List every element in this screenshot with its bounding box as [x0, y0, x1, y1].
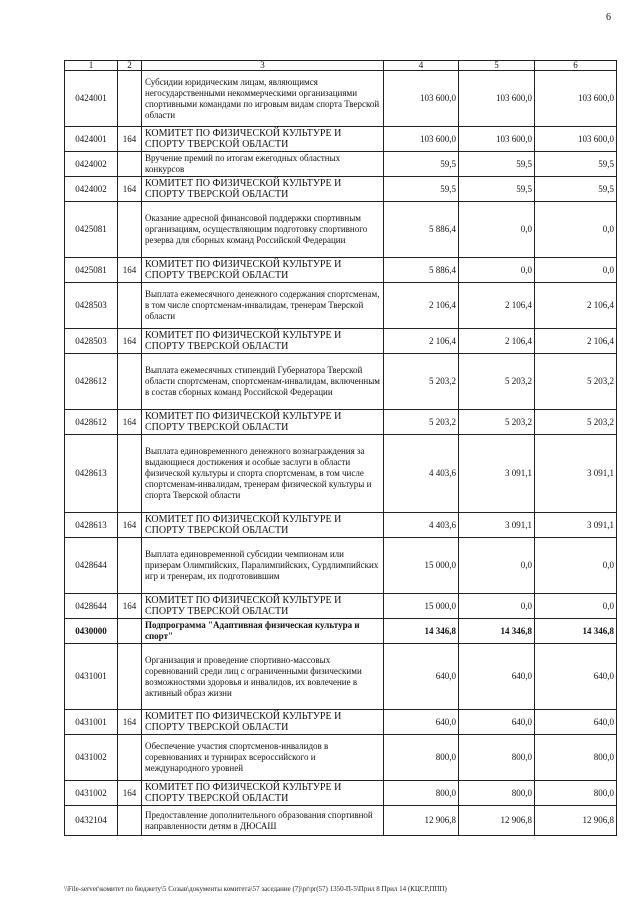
- department-code-cell: 164: [118, 594, 142, 619]
- amount-col-4-cell: 59,5: [384, 152, 459, 177]
- table-row: [65, 71, 617, 127]
- expense-name-cell: Организация и проведение спортивно-массовых соревнований среди лиц с ограниченными физическими возможностями здоровья и инвалидов, их вовлечение в активный образ жизни: [142, 644, 384, 710]
- amount-col-4-cell: 103 600,0: [384, 71, 459, 127]
- code-cell: 0431001: [65, 710, 118, 735]
- table-row: [65, 781, 617, 806]
- department-code-cell: 164: [118, 710, 142, 735]
- amount-col-6-cell: 12 906,8: [535, 806, 617, 836]
- table-row: [65, 329, 617, 354]
- amount-col-6-cell: 0,0: [535, 202, 617, 258]
- department-code-cell: [118, 152, 142, 177]
- header-col-4: 4: [384, 61, 459, 71]
- department-code-cell: 164: [118, 177, 142, 202]
- department-code-cell: 164: [118, 410, 142, 435]
- amount-col-4-cell: 5 886,4: [384, 258, 459, 283]
- amount-col-4-cell: 15 000,0: [384, 594, 459, 619]
- amount-col-6-cell: 800,0: [535, 781, 617, 806]
- table-row: [65, 177, 617, 202]
- header-col-1: 1: [65, 61, 118, 71]
- code-cell: 0425081: [65, 202, 118, 258]
- table-row: [65, 735, 617, 781]
- amount-col-6-cell: 2 106,4: [535, 329, 617, 354]
- organization-name-cell: КОМИТЕТ ПО ФИЗИЧЕСКОЙ КУЛЬТУРЕ И СПОРТУ ТВЕРСКОЙ ОБЛАСТИ: [142, 513, 384, 538]
- table-row: [65, 127, 617, 152]
- table-row: [65, 538, 617, 594]
- amount-col-4-cell: 2 106,4: [384, 329, 459, 354]
- table-body: [65, 71, 617, 836]
- amount-col-4-cell: 5 886,4: [384, 202, 459, 258]
- header-col-5: 5: [459, 61, 535, 71]
- expense-name-cell: Оказание адресной финансовой поддержки спортивным организациям, осуществляющим подготовку спортивного резерва для сборных команд Российской Федерации: [142, 202, 384, 258]
- amount-col-6-cell: 0,0: [535, 258, 617, 283]
- table-header-row: [65, 61, 617, 71]
- department-code-cell: [118, 71, 142, 127]
- table-row: [65, 806, 617, 836]
- department-code-cell: 164: [118, 127, 142, 152]
- amount-col-5-cell: 2 106,4: [459, 329, 535, 354]
- subprogram-name-cell: Подпрограмма "Адаптивная физическая культура и спорт": [142, 619, 384, 644]
- amount-col-6-cell: 0,0: [535, 594, 617, 619]
- header-col-2: 2: [118, 61, 142, 71]
- department-code-cell: 164: [118, 258, 142, 283]
- code-cell: 0424002: [65, 152, 118, 177]
- table-row: [65, 594, 617, 619]
- amount-col-4-cell: 800,0: [384, 735, 459, 781]
- organization-name-cell: КОМИТЕТ ПО ФИЗИЧЕСКОЙ КУЛЬТУРЕ И СПОРТУ ТВЕРСКОЙ ОБЛАСТИ: [142, 127, 384, 152]
- amount-col-4-cell: 59,5: [384, 177, 459, 202]
- organization-name-cell: КОМИТЕТ ПО ФИЗИЧЕСКОЙ КУЛЬТУРЕ И СПОРТУ ТВЕРСКОЙ ОБЛАСТИ: [142, 410, 384, 435]
- department-code-cell: [118, 354, 142, 410]
- amount-col-5-cell: 0,0: [459, 258, 535, 283]
- expense-name-cell: Выплата единовременного денежного вознаграждения за выдающиеся достижения и особые заслуги в области физической культуры и спорта спортсменам, в том числе спортсменам-инвалидам, тренерам физической культуры и спорта Тверской области: [142, 435, 384, 513]
- header-col-3: 3: [142, 61, 384, 71]
- amount-col-5-cell: 800,0: [459, 735, 535, 781]
- department-code-cell: [118, 644, 142, 710]
- amount-col-5-cell: 103 600,0: [459, 71, 535, 127]
- amount-col-4-cell: 640,0: [384, 644, 459, 710]
- code-cell: 0428612: [65, 354, 118, 410]
- expense-name-cell: Выплата единовременной субсидии чемпионам или призерам Олимпийских, Паралимпийских, Сурдлимпийских игр и тренерам, их подготовившим: [142, 538, 384, 594]
- amount-col-4-cell: 4 403,6: [384, 435, 459, 513]
- amount-col-4-cell: 4 403,6: [384, 513, 459, 538]
- department-code-cell: [118, 538, 142, 594]
- amount-col-5-cell: 0,0: [459, 594, 535, 619]
- department-code-cell: [118, 283, 142, 329]
- amount-col-6-cell: 59,5: [535, 152, 617, 177]
- amount-col-5-cell: 0,0: [459, 538, 535, 594]
- organization-name-cell: КОМИТЕТ ПО ФИЗИЧЕСКОЙ КУЛЬТУРЕ И СПОРТУ ТВЕРСКОЙ ОБЛАСТИ: [142, 781, 384, 806]
- table-row: [65, 619, 617, 644]
- code-cell: 0428644: [65, 594, 118, 619]
- amount-col-5-cell: 59,5: [459, 152, 535, 177]
- amount-col-6-cell: 640,0: [535, 710, 617, 735]
- amount-col-4-cell: 800,0: [384, 781, 459, 806]
- amount-col-4-cell: 5 203,2: [384, 410, 459, 435]
- amount-col-5-cell: 12 906,8: [459, 806, 535, 836]
- expense-name-cell: Предоставление дополнительного образования спортивной направленности детям в ДЮСАШ: [142, 806, 384, 836]
- table-row: [65, 435, 617, 513]
- amount-col-5-cell: 800,0: [459, 781, 535, 806]
- table-row: [65, 644, 617, 710]
- amount-col-6-cell: 2 106,4: [535, 283, 617, 329]
- amount-col-4-cell: 640,0: [384, 710, 459, 735]
- code-cell: 0428613: [65, 513, 118, 538]
- amount-col-5-cell: 5 203,2: [459, 354, 535, 410]
- code-cell: 0431001: [65, 644, 118, 710]
- department-code-cell: [118, 435, 142, 513]
- expense-name-cell: Выплата ежемесячного денежного содержания спортсменам, в том числе спортсменам-инвалидам, тренерам Тверской области: [142, 283, 384, 329]
- department-code-cell: 164: [118, 329, 142, 354]
- department-code-cell: [118, 806, 142, 836]
- expense-name-cell: Выплата ежемесячных стипендий Губернатора Тверской области спортсменам, спортсменам-инвалидам, включенным в состав сборных команд Российской Федерации: [142, 354, 384, 410]
- amount-col-5-cell: 640,0: [459, 710, 535, 735]
- amount-col-5-cell: 3 091,1: [459, 513, 535, 538]
- amount-col-4-cell: 5 203,2: [384, 354, 459, 410]
- table-row: [65, 513, 617, 538]
- code-cell: 0424002: [65, 177, 118, 202]
- table-row: [65, 258, 617, 283]
- table-row: [65, 354, 617, 410]
- amount-col-5-cell: 2 106,4: [459, 283, 535, 329]
- amount-col-5-cell: 5 203,2: [459, 410, 535, 435]
- budget-table-container: [64, 60, 616, 836]
- budget-table: [64, 60, 617, 836]
- amount-col-6-cell: 103 600,0: [535, 127, 617, 152]
- department-code-cell: 164: [118, 781, 142, 806]
- expense-name-cell: Обеспечение участия спортсменов-инвалидов в соревнованиях и турнирах всероссийского и международного уровней: [142, 735, 384, 781]
- page-number: 6: [606, 12, 611, 23]
- amount-col-4-cell: 12 906,8: [384, 806, 459, 836]
- expense-name-cell: Субсидии юридическим лицам, являющимся негосударственными некоммерческими организациями спортивными командами по игровым видам спорта Тверской области: [142, 71, 384, 127]
- table-row: [65, 283, 617, 329]
- organization-name-cell: КОМИТЕТ ПО ФИЗИЧЕСКОЙ КУЛЬТУРЕ И СПОРТУ ТВЕРСКОЙ ОБЛАСТИ: [142, 710, 384, 735]
- code-cell: 0428613: [65, 435, 118, 513]
- amount-col-6-cell: 5 203,2: [535, 410, 617, 435]
- amount-col-6-cell: 3 091,1: [535, 435, 617, 513]
- amount-col-5-cell: 103 600,0: [459, 127, 535, 152]
- table-row: [65, 410, 617, 435]
- expense-name-cell: Вручение премий по итогам ежегодных областных конкурсов: [142, 152, 384, 177]
- department-code-cell: [118, 202, 142, 258]
- code-cell: 0430000: [65, 619, 118, 644]
- amount-col-4-cell: 14 346,8: [384, 619, 459, 644]
- amount-col-5-cell: 3 091,1: [459, 435, 535, 513]
- amount-col-6-cell: 14 346,8: [535, 619, 617, 644]
- amount-col-6-cell: 103 600,0: [535, 71, 617, 127]
- amount-col-6-cell: 59,5: [535, 177, 617, 202]
- code-cell: 0425081: [65, 258, 118, 283]
- amount-col-4-cell: 15 000,0: [384, 538, 459, 594]
- amount-col-4-cell: 103 600,0: [384, 127, 459, 152]
- code-cell: 0428644: [65, 538, 118, 594]
- code-cell: 0424001: [65, 71, 118, 127]
- organization-name-cell: КОМИТЕТ ПО ФИЗИЧЕСКОЙ КУЛЬТУРЕ И СПОРТУ ТВЕРСКОЙ ОБЛАСТИ: [142, 329, 384, 354]
- organization-name-cell: КОМИТЕТ ПО ФИЗИЧЕСКОЙ КУЛЬТУРЕ И СПОРТУ ТВЕРСКОЙ ОБЛАСТИ: [142, 258, 384, 283]
- amount-col-6-cell: 800,0: [535, 735, 617, 781]
- table-row: [65, 202, 617, 258]
- code-cell: 0431002: [65, 735, 118, 781]
- code-cell: 0428612: [65, 410, 118, 435]
- amount-col-5-cell: 14 346,8: [459, 619, 535, 644]
- amount-col-6-cell: 0,0: [535, 538, 617, 594]
- header-col-6: 6: [535, 61, 617, 71]
- amount-col-5-cell: 59,5: [459, 177, 535, 202]
- code-cell: 0431002: [65, 781, 118, 806]
- amount-col-4-cell: 2 106,4: [384, 283, 459, 329]
- amount-col-6-cell: 3 091,1: [535, 513, 617, 538]
- file-path-footer: \\File-server\комитет по бюджету\5 Созыв\документы комитета\57 заседание (7)\pr\pr(57) 1350-П-5\Прил 8 Прил 14 (КЦСР,ППП): [64, 885, 447, 893]
- organization-name-cell: КОМИТЕТ ПО ФИЗИЧЕСКОЙ КУЛЬТУРЕ И СПОРТУ ТВЕРСКОЙ ОБЛАСТИ: [142, 594, 384, 619]
- department-code-cell: [118, 619, 142, 644]
- amount-col-5-cell: 0,0: [459, 202, 535, 258]
- code-cell: 0428503: [65, 329, 118, 354]
- amount-col-6-cell: 5 203,2: [535, 354, 617, 410]
- code-cell: 0432104: [65, 806, 118, 836]
- table-row: [65, 710, 617, 735]
- department-code-cell: [118, 735, 142, 781]
- organization-name-cell: КОМИТЕТ ПО ФИЗИЧЕСКОЙ КУЛЬТУРЕ И СПОРТУ ТВЕРСКОЙ ОБЛАСТИ: [142, 177, 384, 202]
- code-cell: 0428503: [65, 283, 118, 329]
- table-row: [65, 152, 617, 177]
- code-cell: 0424001: [65, 127, 118, 152]
- amount-col-6-cell: 640,0: [535, 644, 617, 710]
- department-code-cell: 164: [118, 513, 142, 538]
- amount-col-5-cell: 640,0: [459, 644, 535, 710]
